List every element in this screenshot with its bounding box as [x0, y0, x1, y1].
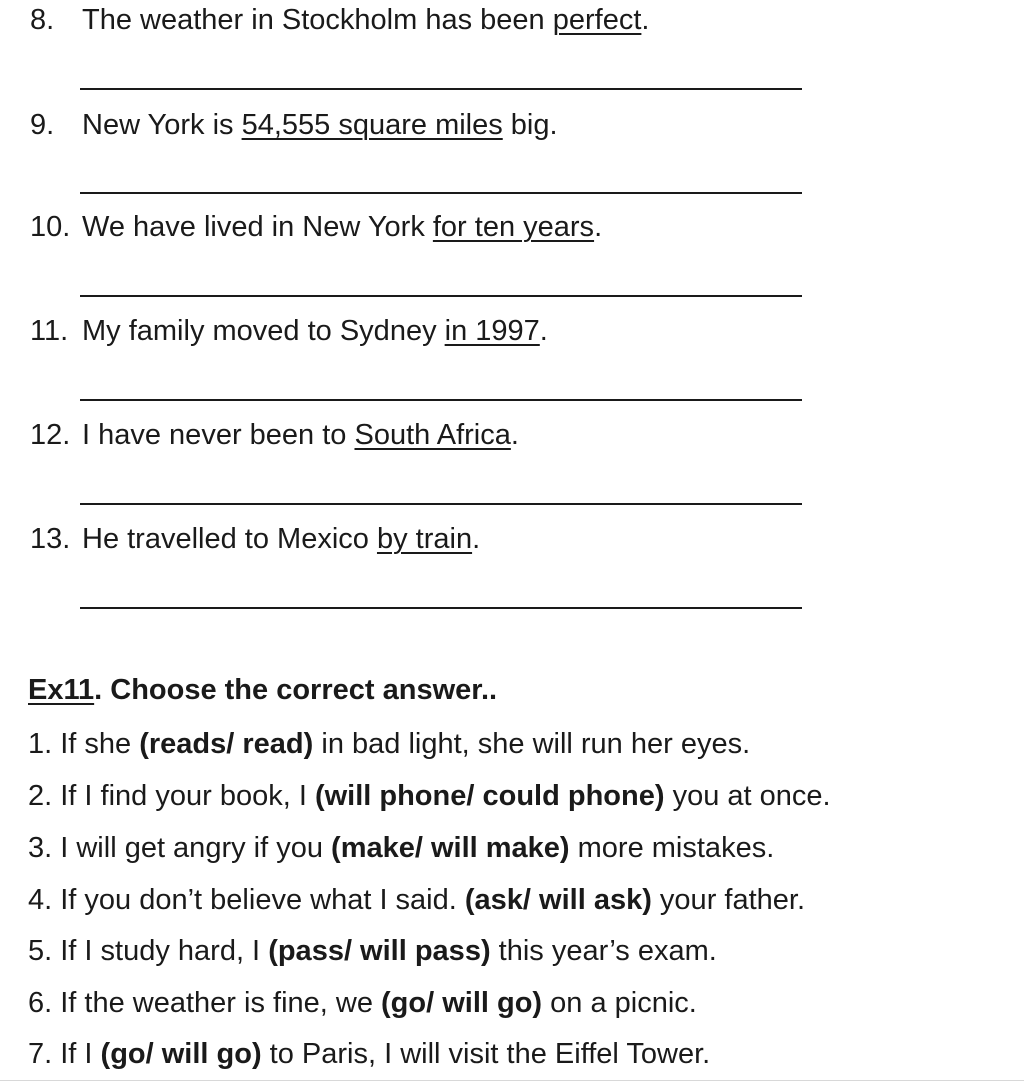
answer-options[interactable]: (reads/ read)	[139, 728, 314, 760]
exercise-item-2	[28, 778, 831, 814]
answer-line-9[interactable]	[80, 192, 802, 194]
item-text: If she	[52, 728, 140, 760]
exercise-item-6	[28, 985, 697, 1021]
item-number: 1.	[28, 728, 53, 760]
exercise-item-4	[28, 882, 805, 918]
item-number: 6.	[28, 987, 53, 1019]
underlined-phrase: South Africa	[354, 419, 511, 451]
exercise-item-5	[28, 933, 717, 969]
item-text: If I find your book, I	[52, 780, 315, 812]
answer-line-10[interactable]	[80, 295, 802, 297]
answer-options[interactable]: (will phone/ could phone)	[314, 780, 665, 812]
underlined-phrase: for ten years	[432, 211, 595, 243]
item-text: If I study hard, I	[52, 935, 269, 967]
answer-line-12[interactable]	[80, 503, 802, 505]
question-text: My family moved to Sydney	[82, 315, 445, 347]
exercise-item-7	[28, 1036, 710, 1072]
question-9	[30, 107, 558, 143]
underlined-phrase: 54,555 square miles	[241, 109, 503, 141]
answer-line-11[interactable]	[80, 399, 802, 401]
item-text: I will get angry if you	[52, 832, 332, 864]
question-text-end: .	[539, 315, 548, 347]
question-12	[30, 417, 519, 453]
question-text: He travelled to Mexico	[82, 523, 377, 555]
item-text-end: in bad light, she will run her eyes.	[313, 728, 751, 760]
underlined-phrase: perfect	[552, 4, 642, 36]
question-text: I have never been to	[82, 419, 355, 451]
question-number: 9.	[30, 109, 55, 141]
answer-options[interactable]: (ask/ will ask)	[464, 884, 652, 916]
answer-line-8[interactable]	[80, 88, 802, 90]
item-number: 5.	[28, 935, 53, 967]
answer-line-13[interactable]	[80, 607, 802, 609]
question-text-end: .	[472, 523, 481, 555]
exercise-heading	[28, 672, 497, 708]
question-text: The weather in Stockholm has been	[82, 4, 553, 36]
question-text-end: .	[641, 4, 650, 36]
item-number: 7.	[28, 1038, 53, 1070]
question-11	[30, 313, 548, 349]
exercise-item-1	[28, 726, 750, 762]
item-number: 2.	[28, 780, 53, 812]
underlined-phrase: in 1997	[444, 315, 540, 347]
item-number: 3.	[28, 832, 53, 864]
underlined-phrase: by train	[376, 523, 473, 555]
item-text: If the weather is fine, we	[52, 987, 382, 1019]
question-number: 13.	[30, 523, 71, 555]
question-number: 10.	[30, 211, 71, 243]
item-text-end: this year’s exam.	[490, 935, 717, 967]
answer-options[interactable]: (go/ will go)	[381, 987, 543, 1019]
question-text: We have lived in New York	[82, 211, 433, 243]
question-text-end: big.	[502, 109, 558, 141]
item-text-end: more mistakes.	[569, 832, 775, 864]
answer-options[interactable]: (make/ will make)	[331, 832, 570, 864]
question-13	[30, 521, 480, 557]
question-text: New York is	[82, 109, 242, 141]
answer-options[interactable]: (go/ will go)	[100, 1038, 262, 1070]
question-text-end: .	[594, 211, 603, 243]
question-8	[30, 2, 649, 38]
item-number: 4.	[28, 884, 53, 916]
item-text-end: you at once.	[664, 780, 831, 812]
page-bottom-divider	[0, 1080, 1024, 1081]
item-text: If I	[52, 1038, 101, 1070]
question-text-end: .	[510, 419, 519, 451]
exercise-title: . Choose the correct answer..	[94, 674, 498, 706]
item-text-end: to Paris, I will visit the Eiffel Tower.	[261, 1038, 711, 1070]
exercise-label: Ex11	[28, 674, 95, 706]
item-text-end: on a picnic.	[542, 987, 697, 1019]
item-text: If you don’t believe what I said.	[52, 884, 465, 916]
answer-options[interactable]: (pass/ will pass)	[268, 935, 491, 967]
item-text-end: your father.	[651, 884, 806, 916]
question-10	[30, 209, 602, 245]
question-number: 12.	[30, 419, 71, 451]
exercise-item-3	[28, 830, 774, 866]
question-number: 11.	[30, 315, 69, 347]
question-number: 8.	[30, 4, 55, 36]
